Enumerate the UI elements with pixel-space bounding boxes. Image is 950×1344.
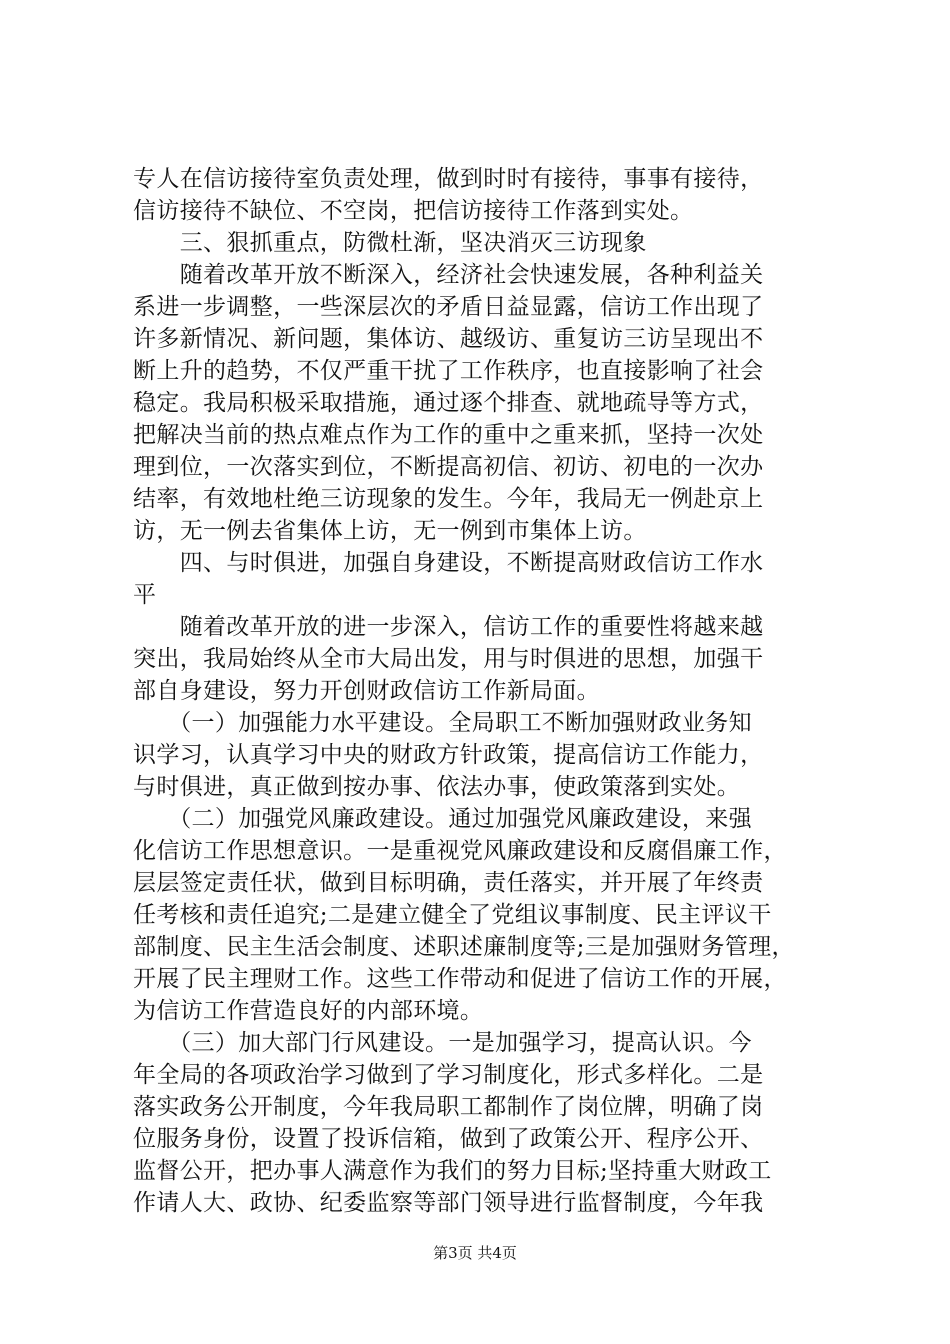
text-line: 许多新情况、新问题，集体访、越级访、重复访三访呈现出不 (133, 326, 764, 352)
text-line: （二）加强党风廉政建设。通过加强党风廉政建设，来强 (133, 806, 752, 832)
text-line: 层层签定责任状，做到目标明确，责任落实，并开展了年终责 (133, 870, 764, 896)
section-heading: 四、与时俱进，加强自身建设，不断提高财政信访工作水 (133, 550, 764, 576)
text-line: 部自身建设，努力开创财政信访工作新局面。 (133, 678, 600, 704)
text-line: 专人在信访接待室负责处理，做到时时有接待，事事有接待， (133, 166, 764, 192)
text-line: 任考核和责任追究;二是建立健全了党组议事制度、民主评议干 (133, 902, 772, 928)
text-line: 访，无一例去省集体上访，无一例到市集体上访。 (133, 518, 647, 544)
text-line: 作请人大、政协、纪委监察等部门领导进行监督制度，今年我 (133, 1190, 764, 1216)
text-line: 随着改革开放不断深入，经济社会快速发展，各种利益关 (133, 262, 764, 288)
section-heading: 三、狠抓重点，防微杜渐，坚决消灭三访现象 (133, 230, 647, 256)
text-line: 化信访工作思想意识。一是重视党风廉政建设和反腐倡廉工作， (133, 838, 787, 864)
text-line: 位服务身份，设置了投诉信箱，做到了政策公开、程序公开、 (133, 1126, 764, 1152)
text-line: 断上升的趋势，不仅严重干扰了工作秩序，也直接影响了社会 (133, 358, 764, 384)
text-line: 结率，有效地杜绝三访现象的发生。今年，我局无一例赴京上 (133, 486, 764, 512)
document-body (133, 163, 833, 1219)
text-line: 理到位，一次落实到位，不断提高初信、初访、初电的一次办 (133, 454, 764, 480)
text-line: （三）加大部门行风建设。一是加强学习，提高认识。今 (133, 1030, 752, 1056)
text-line: 落实政务公开制度，今年我局职工都制作了岗位牌，明确了岗 (133, 1094, 764, 1120)
text-line: 突出，我局始终从全市大局出发，用与时俱进的思想，加强干 (133, 646, 764, 672)
text-line: 部制度、民主生活会制度、述职述廉制度等;三是加强财务管理， (133, 934, 795, 960)
text-line: 信访接待不缺位、不空岗，把信访接待工作落到实处。 (133, 198, 694, 224)
section-heading-continued: 平 (133, 582, 157, 608)
text-line: 把解决当前的热点难点作为工作的重中之重来抓，坚持一次处 (133, 422, 764, 448)
text-line: 识学习，认真学习中央的财政方针政策，提高信访工作能力， (133, 742, 764, 768)
text-line: 监督公开，把办事人满意作为我们的努力目标;坚持重大财政工 (133, 1158, 772, 1184)
text-line: 为信访工作营造良好的内部环境。 (133, 998, 484, 1024)
text-line: 稳定。我局积极采取措施，通过逐个排查、就地疏导等方式， (133, 390, 764, 416)
text-line: 年全局的各项政治学习做到了学习制度化，形式多样化。二是 (133, 1062, 764, 1088)
text-line: 开展了民主理财工作。这些工作带动和促进了信访工作的开展， (133, 966, 787, 992)
page-number-footer: 第3页 共4页 (433, 1244, 517, 1262)
text-line: 系进一步调整，一些深层次的矛盾日益显露，信访工作出现了 (133, 294, 764, 320)
text-line: 随着改革开放的进一步深入，信访工作的重要性将越来越 (133, 614, 764, 640)
text-line: （一）加强能力水平建设。全局职工不断加强财政业务知 (133, 710, 752, 736)
text-line: 与时俱进，真正做到按办事、依法办事，使政策落到实处。 (133, 774, 741, 800)
